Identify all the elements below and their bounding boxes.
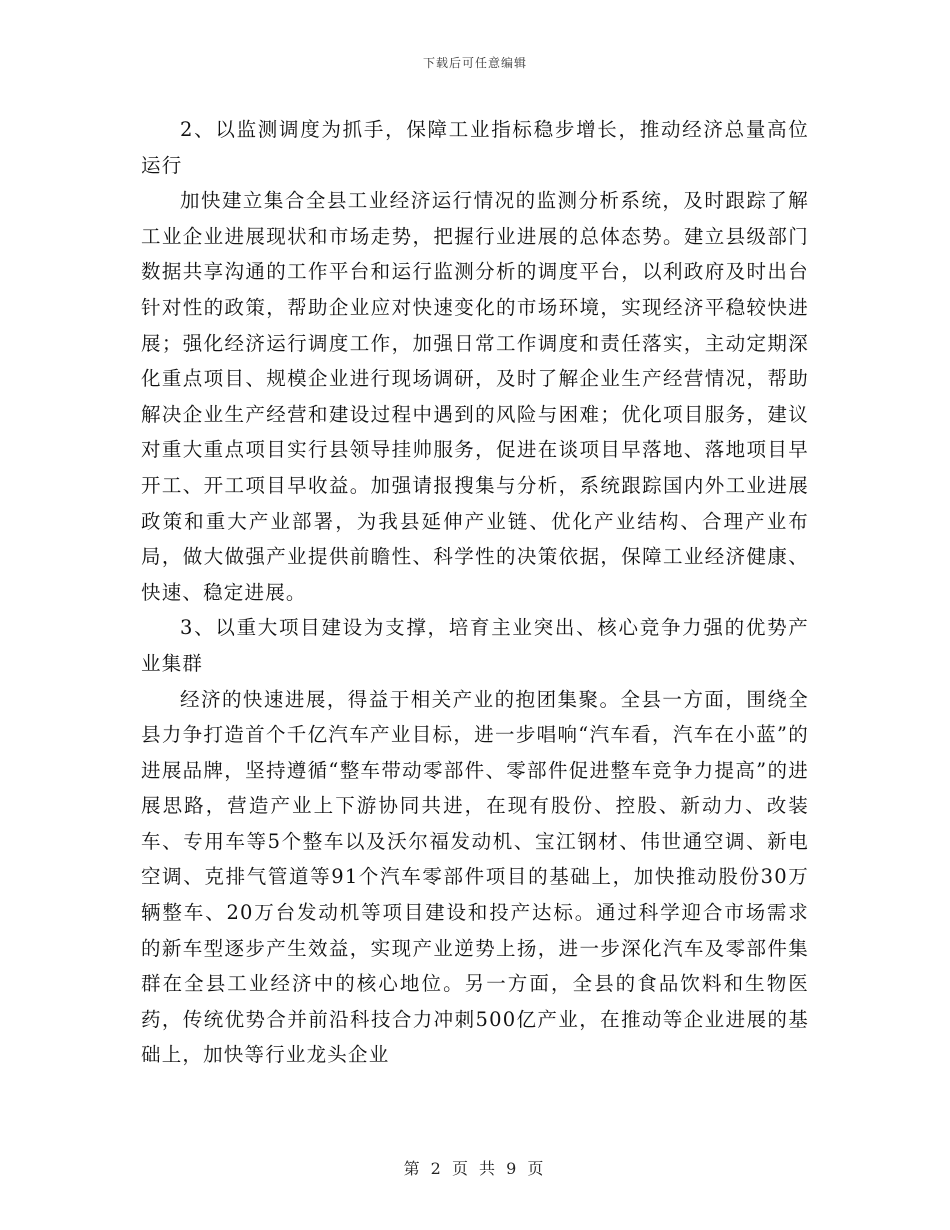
section-heading: 3、以重大项目建设为支撑，培育主业突出、核心竞争力强的优势产业集群 — [141, 616, 809, 675]
page-number: 第 2 页 共 9 页 — [403, 1159, 547, 1178]
header-note: 下载后可任意编辑 — [422, 56, 527, 70]
body-paragraph: 加快建立集合全县工业经济运行情况的监测分析系统，及时跟踪了解工业企业进展现状和市场走势，把握行业进展的总体态势。建立县级部门数据共享沟通的工作平台和运行监测分析的调度平台，以利政府及时出台针对性的政策，帮助企业应对快速变化的市场环境，实现经济平稳较快进展；强化经济运行调度工作，加强日常工作调度和责任落实，主动定期深化重点项目、规模企业进行现场调研，及时了解企业生产经营情况，帮助解决企业生产经营和建设过程中遇到的风险与困难；优化项目服务，建议对重大重点项目实行县领导挂帅服务，促进在谈项目早落地、落地项目早开工、开工项目早收益。加强请报搜集与分析，系统跟踪国内外工业进展政策和重大产业部署，为我县延伸产业链、优化产业结构、合理产业布局，做大做强产业提供前瞻性、科学性的决策依据，保障工业经济健康、快速、稳定进展。 — [141, 189, 809, 604]
page-footer — [0, 1156, 950, 1179]
body-paragraph: 经济的快速进展，得益于相关产业的抱团集聚。全县一方面，围绕全县力争打造首个千亿汽车产业目标，进一步唱响“汽车看，汽车在小蓝”的进展品牌，坚持遵循“整车带动零部件、零部件促进整车竞争力提高”的进展思路，营造产业上下游协同共进，在现有股份、控股、新动力、改装车、专用车等5个整车以及沃尔福发动机、宝江钢材、伟世通空调、新电空调、克排气管道等91个汽车零部件项目的基础上，加快推动股份30万辆整车、20万台发动机等项目建设和投产达标。通过科学迎合市场需求的新车型逐步产生效益，实现产业逆势上扬，进一步深化汽车及零部件集群在全县工业经济中的核心地位。另一方面，全县的食品饮料和生物医药，传统优势合并前沿科技合力冲刺500亿产业，在推动等企业进展的基础上，加快等行业龙头企业 — [141, 687, 809, 1067]
document-body — [141, 112, 809, 1073]
section-heading: 2、以监测调度为抓手，保障工业指标稳步增长，推动经济总量高位运行 — [141, 118, 809, 177]
page-header — [0, 54, 950, 71]
